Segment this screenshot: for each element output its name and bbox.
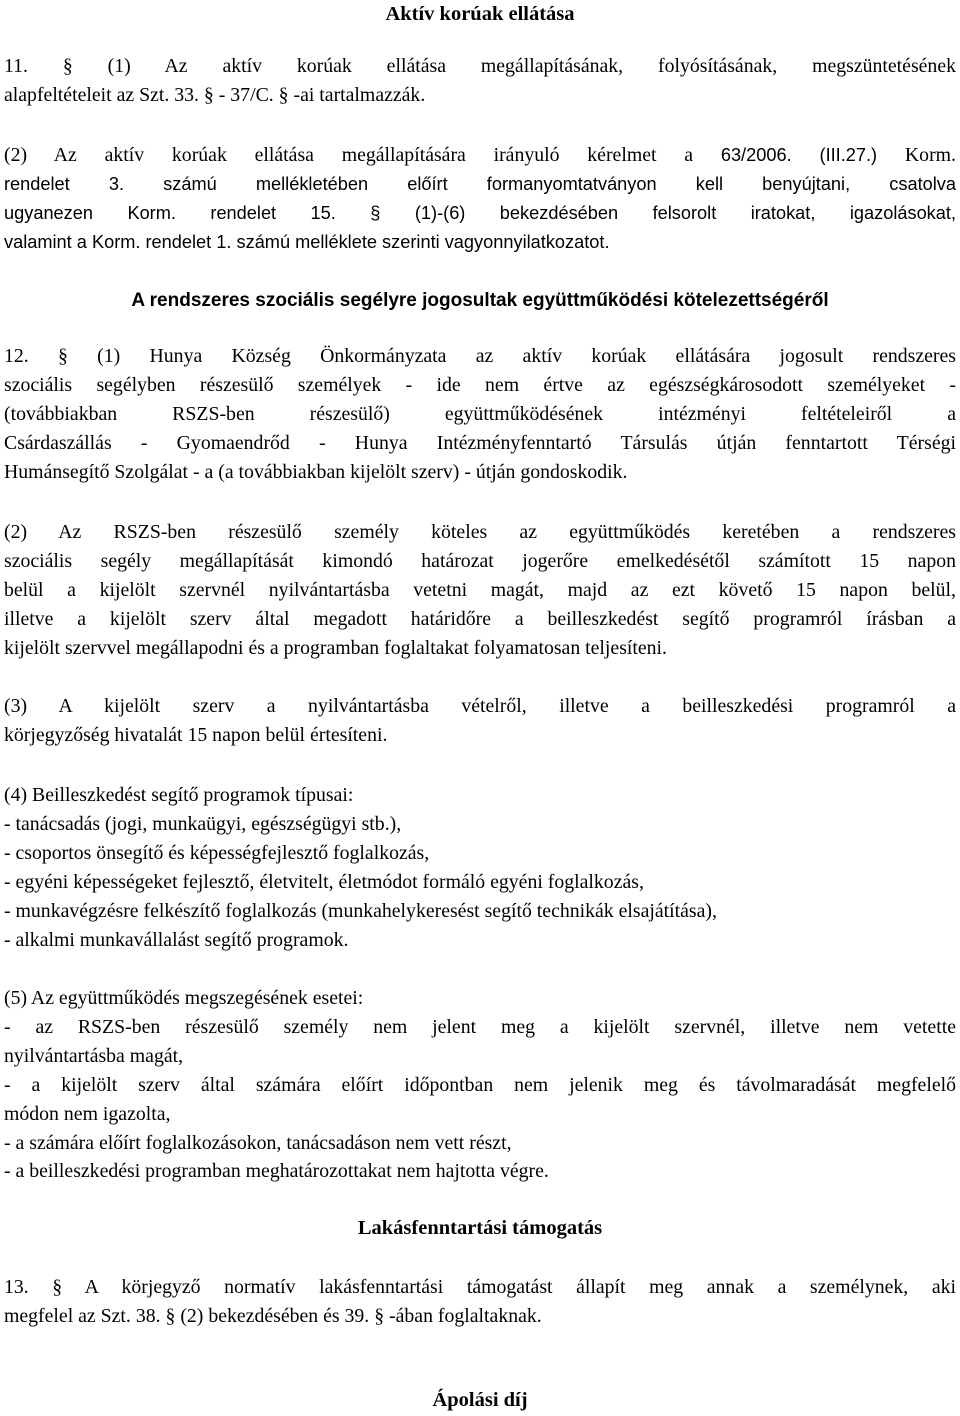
list-item: nyilvántartásba magát,	[4, 1044, 184, 1067]
text-line: (3) A kijelölt szerv a nyilvántartásba vételről, illetve a beilleszkedési programról a	[4, 695, 956, 717]
text-line: megfelel az Szt. 38. § (2) bekezdésében és 39. § -ában foglaltaknak.	[4, 1304, 542, 1327]
text-line: illetve a kijelölt szerv által megadott határidőre a beilleszkedést segítő programról írásban a	[4, 607, 956, 630]
list-title: (5) Az együttműködés megszegésének esetei:	[4, 987, 364, 1009]
text-line: 11. § (1) Az aktív korúak ellátása megállapításának, folyósításának, megszüntetésének	[4, 55, 956, 77]
list-item: - tanácsadás (jogi, munkaügyi, egészségügyi stb.),	[4, 812, 402, 835]
text-line: szociális segélyben részesülő személyek - ide nem értve az egészségkárosodott személyeket -	[4, 373, 956, 396]
text-line: (2) Az RSZS-ben részesülő személy köteles az együttműködés keretében a rendszeres	[4, 521, 956, 543]
text-line: belül a kijelölt szervnél nyilvántartásba vetetni magát, majd az ezt követő 15 napon belül,	[4, 578, 956, 601]
text-line: körjegyzőség hivatalát 15 napon belül értesíteni.	[4, 723, 388, 746]
text-line: szociális segély megállapítását kimondó határozat jogerőre emelkedésétől számított 15 napon	[4, 549, 956, 572]
list-item: - a számára előírt foglalkozásokon, tanácsadáson nem vett részt,	[4, 1131, 512, 1154]
text-line: 12. § (1) Hunya Község Önkormányzata az aktív korúak ellátására jogosult rendszeres	[4, 345, 956, 367]
list-item: - egyéni képességeket fejlesztő, életvitelt, életmódot formáló egyéni foglalkozás,	[4, 870, 644, 893]
list-item: - munkavégzésre felkészítő foglalkozás (munkahelykeresést segítő technikák elsajátítása),	[4, 899, 717, 922]
heading-cooperation: A rendszeres szociális segélyre jogosultak együttműködési kötelezettségéről	[131, 290, 829, 311]
text-line: Humánsegítő Szolgálat - a (a továbbiakban kijelölt szerv) - útján gondoskodik.	[4, 460, 628, 483]
heading-active-age: Aktív korúak ellátása	[385, 3, 575, 25]
list-title: (4) Beilleszkedést segítő programok típusai:	[4, 784, 354, 806]
heading-care: Ápolási díj	[432, 1389, 528, 1411]
paragraph-12-1	[4, 342, 956, 487]
paragraph-12-5	[4, 984, 956, 1186]
text-line: rendelet 3. számú mellékletében előírt formanyomtatványon kell benyújtani, csatolva	[4, 173, 956, 194]
text-line: ugyanezen Korm. rendelet 15. § (1)-(6) bekezdésében felsorolt iratokat, igazolásokat,	[4, 202, 956, 223]
text-line: (továbbiakban RSZS-ben részesülő) együttműködésének intézményi feltételeiről a	[4, 402, 956, 425]
list-item: - az RSZS-ben részesülő személy nem jelent meg a kijelölt szervnél, illetve nem vetette	[4, 1015, 956, 1038]
paragraph-13-1	[4, 1273, 956, 1331]
paragraph-11-1	[4, 52, 956, 110]
paragraph-12-3	[4, 692, 956, 750]
text-line: Csárdaszállás - Gyomaendrőd - Hunya Intézményfenntartó Társulás útján fenntartott Térségi	[4, 431, 956, 454]
text-line: alapfeltételeit az Szt. 33. § - 37/C. § -ai tartalmazzák.	[4, 83, 426, 106]
list-item: módon nem igazolta,	[4, 1102, 171, 1125]
list-item: - csoportos önsegítő és képességfejlesztő foglalkozás,	[4, 841, 430, 864]
text-line: (2) Az aktív korúak ellátása megállapítására irányuló kérelmet a 63/2006. (III.27.) Korm.	[4, 144, 956, 166]
paragraph-12-4	[4, 781, 956, 954]
list-item: - a kijelölt szerv által számára előírt időpontban nem jelenik meg és távolmaradását megfelelő	[4, 1073, 956, 1096]
list-item: - a beilleszkedési programban meghatározottakat nem hajtotta végre.	[4, 1160, 549, 1183]
text-line: kijelölt szervvel megállapodni és a programban foglaltakat folyamatosan teljesíteni.	[4, 636, 668, 659]
text-line: 13. § A körjegyző normatív lakásfenntartási támogatást állapít meg annak a személynek, aki	[4, 1276, 956, 1298]
paragraph-11-2	[4, 141, 956, 257]
paragraph-12-2	[4, 518, 956, 663]
heading-housing: Lakásfenntartási támogatás	[357, 1217, 603, 1239]
list-item: - alkalmi munkavállalást segítő programok.	[4, 928, 349, 951]
text-line: valamint a Korm. rendelet 1. számú melléklete szerinti vagyonnyilatkozatot.	[4, 231, 610, 252]
